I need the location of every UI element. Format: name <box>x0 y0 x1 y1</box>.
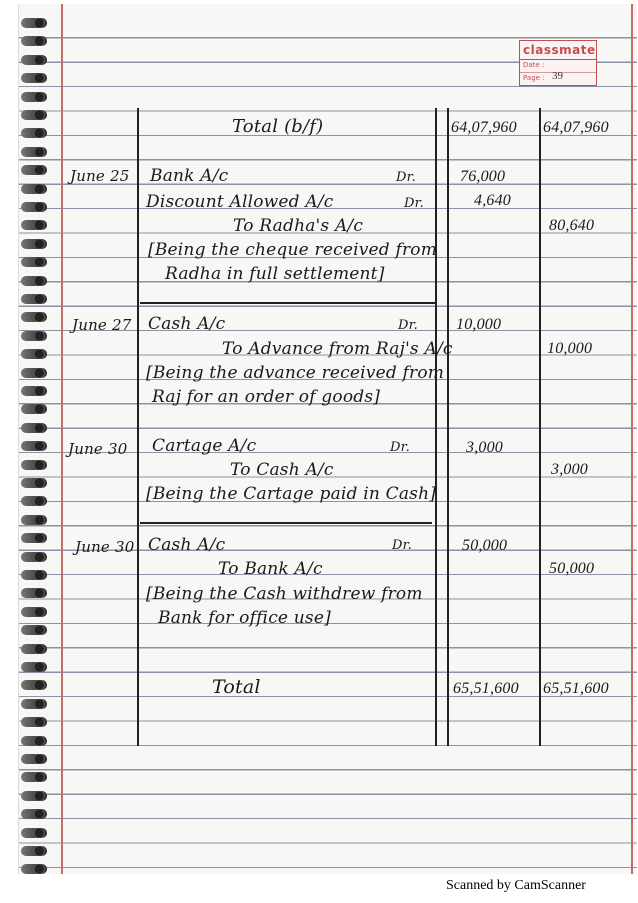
spiral-ring <box>21 625 47 635</box>
spiral-ring <box>21 423 47 433</box>
spiral-ring <box>21 294 47 304</box>
spiral-ring <box>21 55 47 65</box>
entry-date: June 30 <box>68 440 128 458</box>
spiral-ring <box>21 828 47 838</box>
debit-amount: 4,640 <box>474 192 511 209</box>
debit-amount: 50,000 <box>462 537 508 554</box>
total-bf-credit: 64,07,960 <box>543 119 609 136</box>
total-bf-label: Total (b/f) <box>232 116 324 137</box>
entry-date: June 25 <box>70 167 130 185</box>
total-debit: 65,51,600 <box>453 680 519 697</box>
debit-account: Cash A/c <box>148 314 226 334</box>
narration: [Being the advance received from <box>146 363 445 383</box>
dr-marker: Dr. <box>398 318 418 333</box>
spiral-ring <box>21 36 47 46</box>
spiral-ring <box>21 607 47 617</box>
total-credit: 65,51,600 <box>543 680 609 697</box>
spiral-ring <box>21 644 47 654</box>
spiral-ring <box>21 772 47 782</box>
spiral-ring <box>21 736 47 746</box>
right-margin-line <box>631 4 633 874</box>
dr-marker: Dr. <box>404 196 424 211</box>
spiral-ring <box>21 846 47 856</box>
dr-marker: Dr. <box>392 538 412 553</box>
entry-date: June 30 <box>75 538 135 556</box>
spiral-ring <box>21 257 47 267</box>
credit-account: To Cash A/c <box>230 460 334 480</box>
spiral-ring <box>21 184 47 194</box>
credit-account: To Advance from Raj's A/c <box>222 339 453 359</box>
narration: Radha in full settlement] <box>165 264 385 284</box>
page-label: Page : <box>523 74 545 82</box>
entry-date: June 27 <box>72 316 132 334</box>
dr-marker: Dr. <box>390 440 410 455</box>
spiral-ring <box>21 441 47 451</box>
spiral-ring <box>21 312 47 322</box>
credit-amount: 3,000 <box>551 461 588 478</box>
spiral-ring <box>21 73 47 83</box>
entry-separator <box>140 302 435 304</box>
debit-account: Bank A/c <box>150 166 229 186</box>
spiral-ring <box>21 680 47 690</box>
page-field <box>520 70 596 85</box>
debit-account: Cartage A/c <box>152 436 257 456</box>
left-margin-line <box>61 4 63 874</box>
spiral-ring <box>21 368 47 378</box>
spiral-ring <box>21 754 47 764</box>
spiral-ring <box>21 276 47 286</box>
spiral-ring <box>21 165 47 175</box>
debit-column-rule-right <box>447 108 449 746</box>
spiral-ring <box>21 202 47 212</box>
debit-amount: 76,000 <box>460 168 506 185</box>
narration: [Being the Cash withdrew from <box>146 584 423 604</box>
narration: [Being the Cartage paid in Cash] <box>146 484 437 504</box>
spiral-binding <box>19 12 51 874</box>
credit-account: To Bank A/c <box>218 559 323 579</box>
spiral-ring <box>21 110 47 120</box>
spiral-ring <box>21 570 47 580</box>
spiral-ring <box>21 349 47 359</box>
spiral-ring <box>21 147 47 157</box>
spiral-ring <box>21 717 47 727</box>
narration: Raj for an order of goods] <box>152 387 381 407</box>
debit-account: Discount Allowed A/c <box>146 192 334 212</box>
spiral-ring <box>21 220 47 230</box>
spiral-ring <box>21 588 47 598</box>
spiral-ring <box>21 552 47 562</box>
spiral-ring <box>21 496 47 506</box>
total-bf-debit: 64,07,960 <box>451 119 517 136</box>
spiral-ring <box>21 92 47 102</box>
credit-account: To Radha's A/c <box>233 216 364 236</box>
spiral-ring <box>21 699 47 709</box>
spiral-ring <box>21 386 47 396</box>
spiral-ring <box>21 128 47 138</box>
spiral-ring <box>21 478 47 488</box>
total-label: Total <box>212 676 261 698</box>
classmate-logo-box <box>519 40 597 86</box>
spiral-ring <box>21 533 47 543</box>
credit-column-rule <box>539 108 541 746</box>
scanner-watermark: Scanned by CamScanner <box>446 878 586 893</box>
debit-account: Cash A/c <box>148 535 226 555</box>
date-label: Date : <box>523 61 545 69</box>
spiral-ring <box>21 791 47 801</box>
credit-amount: 10,000 <box>547 340 593 357</box>
spiral-ring <box>21 864 47 874</box>
spiral-ring <box>21 404 47 414</box>
narration: [Being the cheque received from <box>148 240 438 260</box>
spiral-ring <box>21 515 47 525</box>
debit-amount: 3,000 <box>466 439 503 456</box>
narration: Bank for office use] <box>158 608 331 628</box>
spiral-ring <box>21 662 47 672</box>
credit-amount: 50,000 <box>549 560 595 577</box>
date-column-rule <box>137 108 139 746</box>
debit-column-rule-left <box>435 108 437 746</box>
credit-amount: 80,640 <box>549 217 595 234</box>
brand-name: classmate <box>520 41 596 60</box>
spiral-ring <box>21 18 47 28</box>
spiral-ring <box>21 331 47 341</box>
entry-separator <box>140 522 432 524</box>
spiral-ring <box>21 239 47 249</box>
debit-amount: 10,000 <box>456 316 502 333</box>
spiral-ring <box>21 460 47 470</box>
page-number: 39 <box>552 70 563 82</box>
spiral-ring <box>21 809 47 819</box>
dr-marker: Dr. <box>396 170 416 185</box>
